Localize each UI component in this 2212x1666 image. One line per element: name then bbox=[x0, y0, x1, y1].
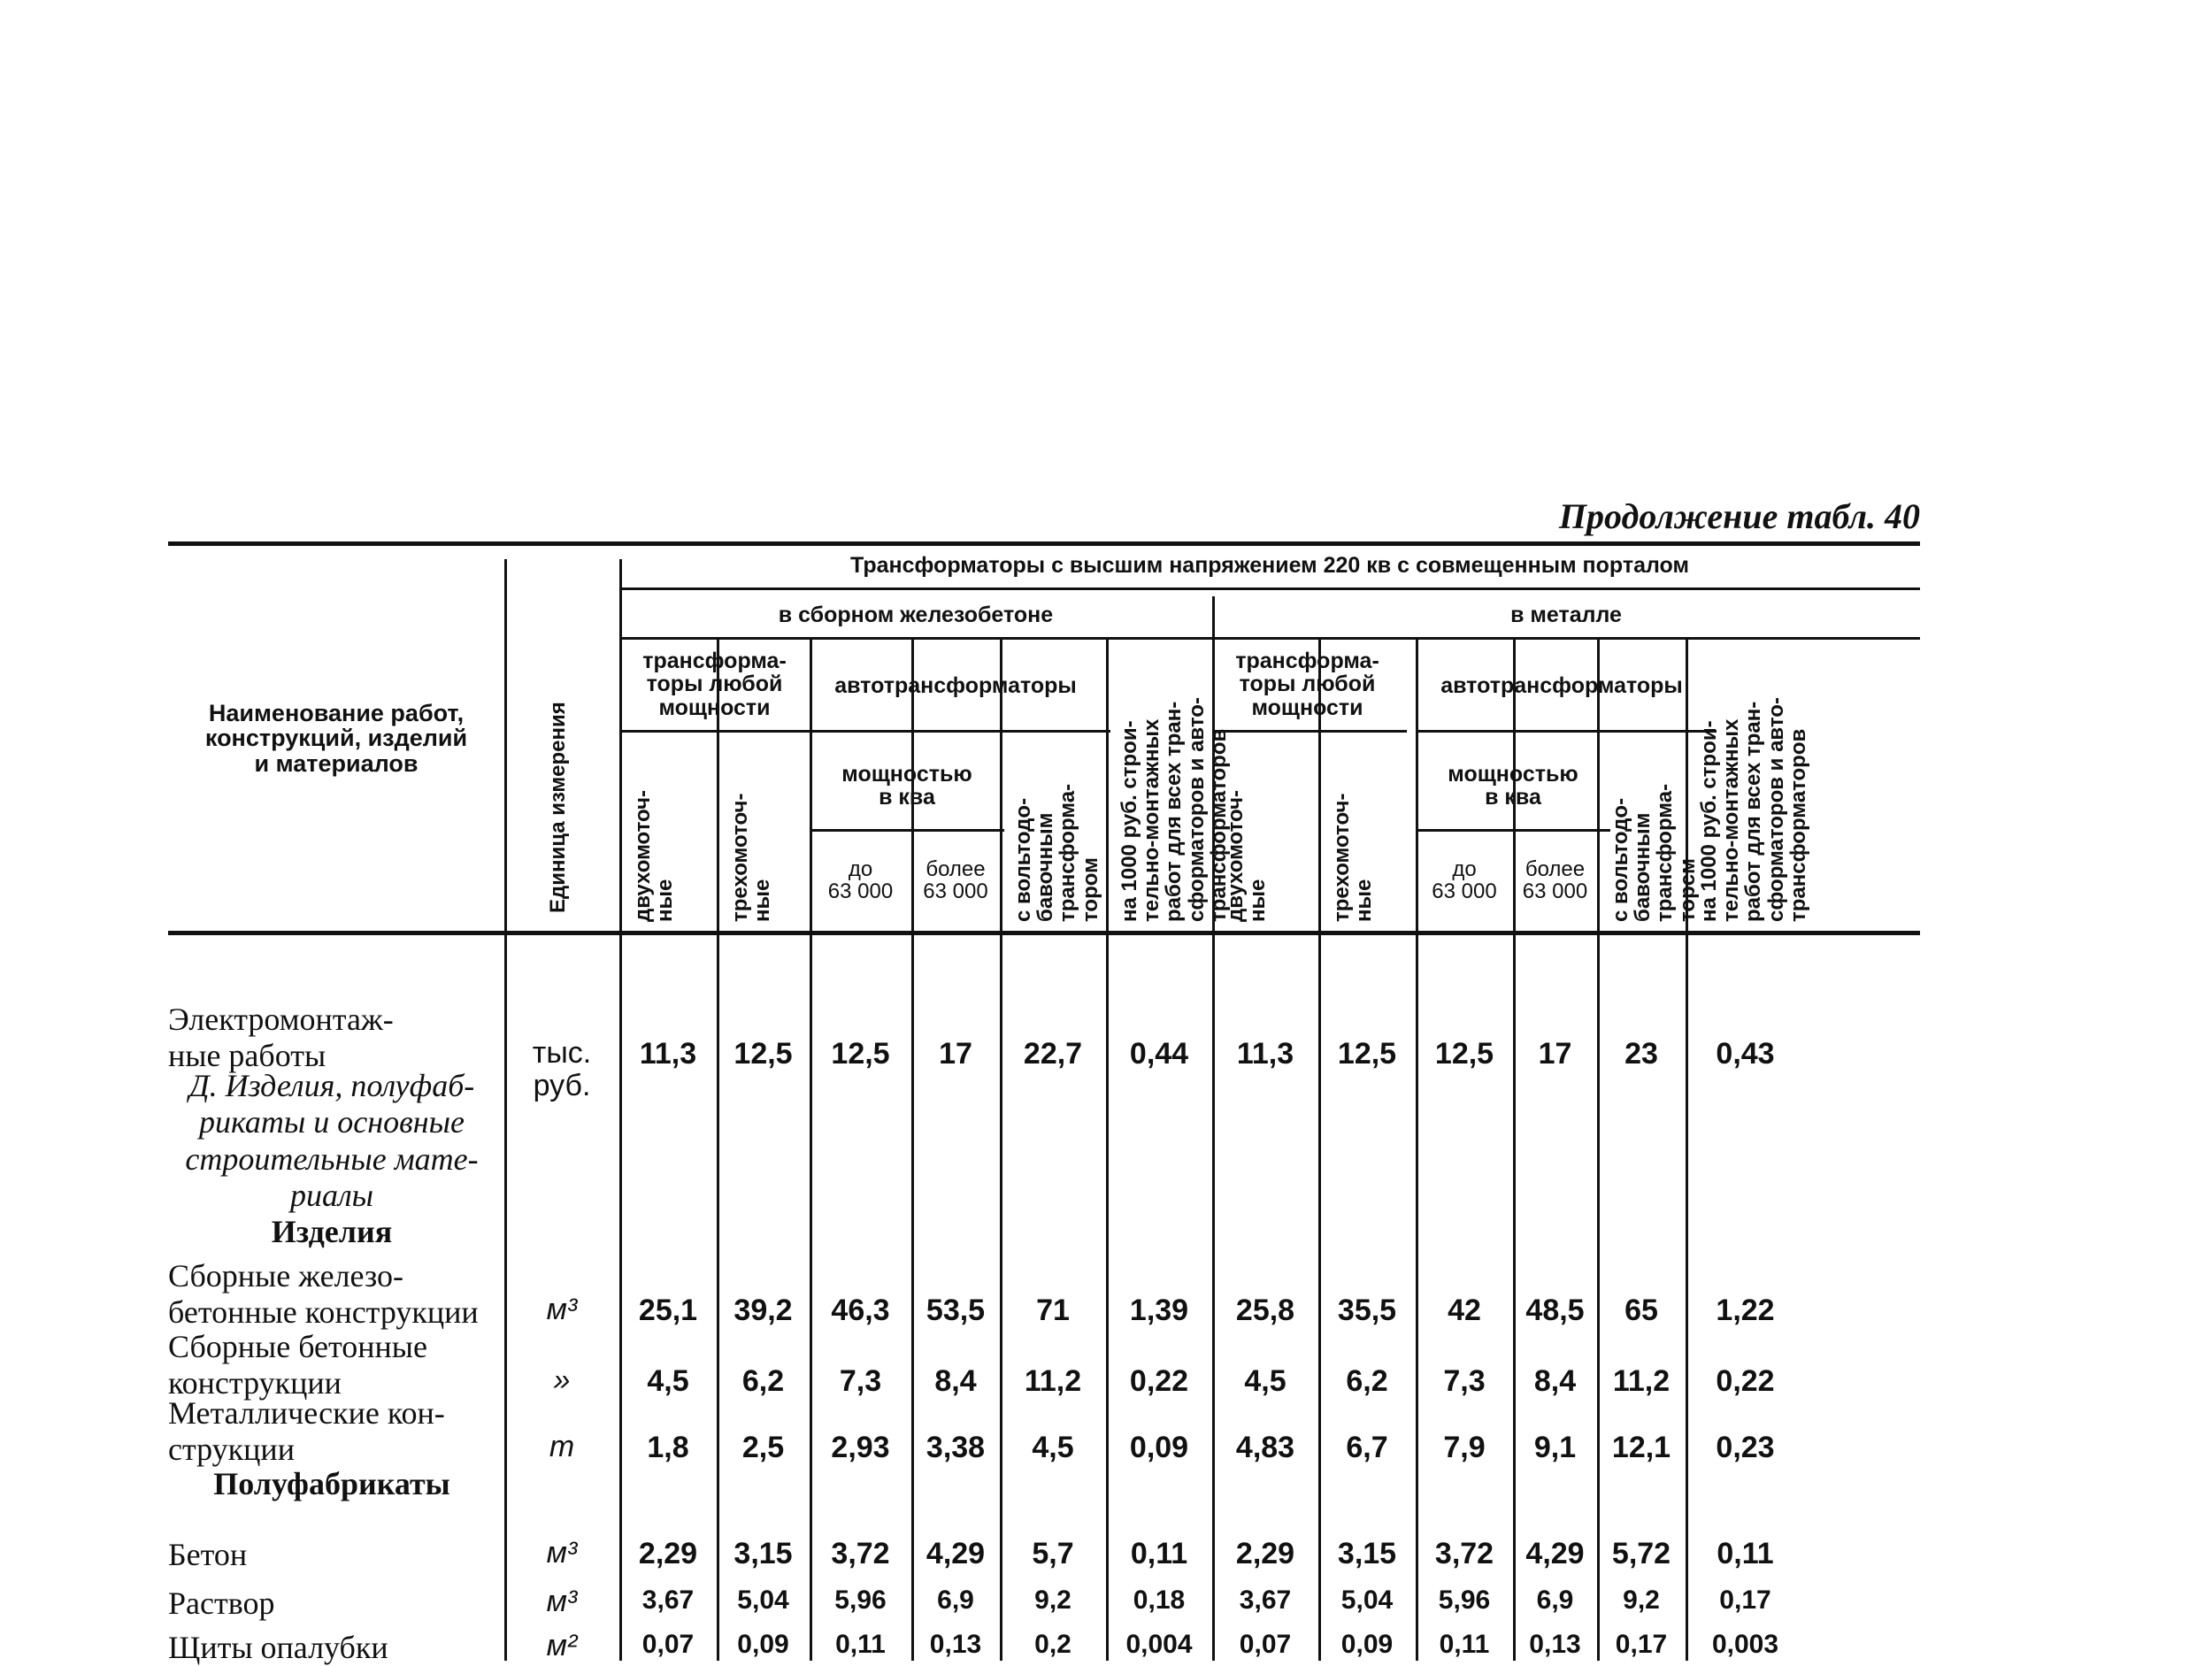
table-caption: Продолжение табл. 40 bbox=[1558, 496, 1920, 536]
name-column-header: Наименование работ, конструкций, изделий и материалов bbox=[204, 700, 468, 777]
table-cell: 9,1 bbox=[1533, 1431, 1577, 1464]
transformers-any-left: трансформа- торы любой мощности bbox=[642, 649, 787, 720]
table-cell: 0,003 bbox=[1711, 1630, 1779, 1659]
col-header-L-3: более 63 000 bbox=[923, 857, 988, 904]
section-semis: Полуфабрикаты bbox=[213, 1466, 450, 1501]
section-items: Изделия bbox=[271, 1214, 393, 1249]
table-cell: 0,23 bbox=[1716, 1431, 1775, 1464]
col-header-R-5: на 1000 руб. строи- тельно-монтажных работ для всех тран- сформаторов и авто- трансформаторов bbox=[1697, 697, 1810, 922]
col-header-L-2: до 63 000 bbox=[827, 857, 894, 904]
table-cell: 2,29 bbox=[638, 1537, 698, 1570]
table-cell: 4,5 bbox=[1032, 1431, 1074, 1464]
top-group-rule bbox=[619, 587, 1920, 590]
row-label: Сборные железо- бетонные конструкции bbox=[168, 1258, 479, 1331]
col-header-R-3: более 63 000 bbox=[1522, 857, 1588, 904]
table-cell: 8,4 bbox=[1533, 1364, 1577, 1398]
table-cell: 23 bbox=[1624, 1037, 1658, 1071]
table-cell: 0,11 bbox=[1130, 1537, 1188, 1570]
col-header-L-5: на 1000 руб. строи- тельно-монтажных работ для всех тран- сформаторов и авто- трансформаторов bbox=[1118, 697, 1231, 922]
group-right-header: в металле bbox=[1510, 603, 1622, 627]
table-cell: 0,004 bbox=[1125, 1630, 1193, 1659]
unit-cell: тыс. руб. bbox=[532, 1036, 592, 1103]
unit-cell: м² bbox=[546, 1629, 578, 1662]
table-cell: 0,18 bbox=[1133, 1585, 1186, 1615]
table-cell: 48,5 bbox=[1525, 1294, 1585, 1327]
table-cell: 12,5 bbox=[1434, 1037, 1494, 1071]
section-d-title: Д. Изделия, полуфаб- рикаты и основные строительные мате- риалы bbox=[185, 1068, 479, 1214]
unit-cell: м³ bbox=[546, 1293, 578, 1326]
v-unit bbox=[619, 559, 622, 1661]
table-cell: 9,2 bbox=[1623, 1585, 1660, 1615]
table-cell: 0,44 bbox=[1129, 1037, 1189, 1071]
table-cell: 6,7 bbox=[1346, 1431, 1388, 1464]
table-cell: 5,7 bbox=[1032, 1537, 1074, 1570]
col-header-R-0: двухомоточ- ные bbox=[1224, 789, 1271, 922]
row-label: Раствор bbox=[168, 1585, 275, 1621]
table-cell: 1,22 bbox=[1716, 1294, 1775, 1327]
table-cell: 17 bbox=[939, 1037, 972, 1071]
row-label: Бетон bbox=[168, 1537, 248, 1572]
unit-cell: м³ bbox=[546, 1536, 578, 1570]
row-label: Сборные бетонные конструкции bbox=[168, 1329, 427, 1401]
row-label: Электромонтаж- ные работы bbox=[168, 1002, 394, 1074]
table-cell: 12,5 bbox=[831, 1037, 890, 1071]
table-cell: 7,3 bbox=[839, 1364, 882, 1398]
table-cell: 0,07 bbox=[1239, 1630, 1292, 1659]
mid-rule-left-auto bbox=[810, 730, 1110, 733]
autotransformers-left: автотрансформаторы bbox=[834, 673, 1077, 698]
table-cell: 5,96 bbox=[834, 1585, 887, 1615]
table-cell: 17 bbox=[1538, 1037, 1572, 1071]
col-header-L-0: двухомоточ- ные bbox=[631, 789, 678, 922]
table-cell: 2,93 bbox=[831, 1431, 890, 1464]
header-bottom-rule bbox=[168, 931, 1920, 935]
table-cell: 11,2 bbox=[1612, 1364, 1671, 1398]
table-cell: 11,2 bbox=[1024, 1364, 1082, 1398]
table-cell: 6,2 bbox=[741, 1364, 785, 1398]
table-cell: 35,5 bbox=[1337, 1294, 1397, 1327]
table-cell: 3,72 bbox=[1434, 1537, 1494, 1570]
data-table bbox=[168, 541, 1920, 1665]
table-cell: 0,13 bbox=[929, 1630, 982, 1659]
power-rule-left bbox=[810, 829, 1004, 832]
table-cell: 65 bbox=[1624, 1294, 1658, 1327]
table-cell: 3,67 bbox=[1239, 1585, 1292, 1615]
table-cell: 25,8 bbox=[1235, 1294, 1295, 1327]
table-cell: 3,38 bbox=[926, 1431, 986, 1464]
unit-cell: » bbox=[553, 1363, 571, 1397]
group-left-header: в сборном железобетоне bbox=[778, 603, 1054, 627]
table-cell: 7,9 bbox=[1443, 1431, 1486, 1464]
table-cell: 2,5 bbox=[741, 1431, 785, 1464]
row-label: Щиты опалубки bbox=[168, 1630, 388, 1665]
table-cell: 5,72 bbox=[1611, 1537, 1671, 1570]
table-cell: 25,1 bbox=[638, 1294, 698, 1327]
mid-rule-right-auto bbox=[1416, 730, 1717, 733]
row-label: Металлические кон- струкции bbox=[168, 1395, 445, 1468]
v-col-7 bbox=[1318, 639, 1321, 1661]
table-cell: 5,04 bbox=[737, 1585, 789, 1615]
table-cell: 22,7 bbox=[1023, 1037, 1083, 1071]
table-cell: 2,29 bbox=[1235, 1537, 1295, 1570]
table-cell: 6,2 bbox=[1346, 1364, 1388, 1398]
table-cell: 1,39 bbox=[1129, 1294, 1189, 1327]
table-cell: 4,5 bbox=[647, 1364, 689, 1398]
table-cell: 1,8 bbox=[647, 1431, 689, 1464]
table-cell: 8,4 bbox=[934, 1364, 977, 1398]
table-cell: 3,67 bbox=[641, 1585, 695, 1615]
table-cell: 12,1 bbox=[1611, 1431, 1671, 1464]
table-cell: 46,3 bbox=[831, 1294, 890, 1327]
top-group-header: Трансформаторы с высшим напряжением 220 кв с совмещенным порталом bbox=[850, 553, 1689, 578]
top-rule bbox=[168, 541, 1920, 546]
table-cell: 0,09 bbox=[737, 1630, 789, 1659]
v-col-1 bbox=[717, 639, 719, 1661]
col-header-L-1: трехомоточ- ные bbox=[728, 793, 775, 922]
table-cell: 39,2 bbox=[733, 1294, 793, 1327]
transformers-any-right: трансформа- торы любой мощности bbox=[1235, 649, 1379, 720]
v-col-5 bbox=[1106, 639, 1109, 1661]
v-name bbox=[504, 559, 507, 1661]
table-cell: 3,72 bbox=[831, 1537, 890, 1570]
table-cell: 11,3 bbox=[639, 1037, 697, 1071]
unit-column-header: Единица измерения bbox=[546, 702, 570, 913]
table-cell: 0,13 bbox=[1529, 1630, 1581, 1659]
table-cell: 71 bbox=[1036, 1294, 1070, 1327]
table-cell: 53,5 bbox=[926, 1294, 986, 1327]
table-cell: 9,2 bbox=[1034, 1585, 1071, 1615]
table-cell: 5,96 bbox=[1438, 1585, 1491, 1615]
table-cell: 4,83 bbox=[1235, 1431, 1295, 1464]
unit-cell: т bbox=[549, 1430, 575, 1463]
table-cell: 0,07 bbox=[641, 1630, 695, 1659]
table-cell: 42 bbox=[1448, 1294, 1481, 1327]
table-cell: 0,17 bbox=[1615, 1630, 1668, 1659]
table-cell: 7,3 bbox=[1443, 1364, 1486, 1398]
power-right: мощностью в ква bbox=[1448, 762, 1578, 810]
table-cell: 5,04 bbox=[1340, 1585, 1394, 1615]
table-cell: 6,9 bbox=[1536, 1585, 1574, 1615]
autotransformers-right: автотрансформаторы bbox=[1440, 673, 1683, 698]
table-cell: 3,15 bbox=[1337, 1537, 1397, 1570]
table-cell: 0,43 bbox=[1716, 1037, 1775, 1071]
table-cell: 0,09 bbox=[1129, 1431, 1189, 1464]
table-cell: 11,3 bbox=[1236, 1037, 1294, 1071]
col-header-R-1: трехомоточ- ные bbox=[1330, 793, 1377, 922]
power-left: мощностью в ква bbox=[841, 762, 972, 810]
table-cell: 12,5 bbox=[733, 1037, 793, 1071]
table-cell: 0,17 bbox=[1719, 1585, 1771, 1615]
table-cell: 4,29 bbox=[1525, 1537, 1585, 1570]
mid-rule-right bbox=[1212, 730, 1407, 733]
table-cell: 6,9 bbox=[937, 1585, 974, 1615]
table-cell: 0,22 bbox=[1716, 1364, 1775, 1398]
table-cell: 4,5 bbox=[1244, 1364, 1286, 1398]
table-cell: 12,5 bbox=[1337, 1037, 1397, 1071]
table-cell: 0,2 bbox=[1034, 1630, 1071, 1659]
table-cell: 3,15 bbox=[733, 1537, 793, 1570]
table-cell: 0,11 bbox=[1717, 1537, 1774, 1570]
col-header-R-4: с вольтодо- бавочным трансформа- торсм bbox=[1609, 783, 1700, 922]
table-cell: 0,11 bbox=[1439, 1630, 1490, 1659]
table-cell: 0,11 bbox=[835, 1630, 886, 1659]
unit-cell: м³ bbox=[546, 1585, 578, 1618]
table-cell: 4,29 bbox=[926, 1537, 986, 1570]
col-header-L-4: с вольтодо- бавочным трансформа- тором bbox=[1011, 783, 1102, 922]
col-header-R-2: до 63 000 bbox=[1432, 857, 1497, 904]
table-cell: 0,09 bbox=[1340, 1630, 1394, 1659]
table-cell: 0,22 bbox=[1129, 1364, 1189, 1398]
